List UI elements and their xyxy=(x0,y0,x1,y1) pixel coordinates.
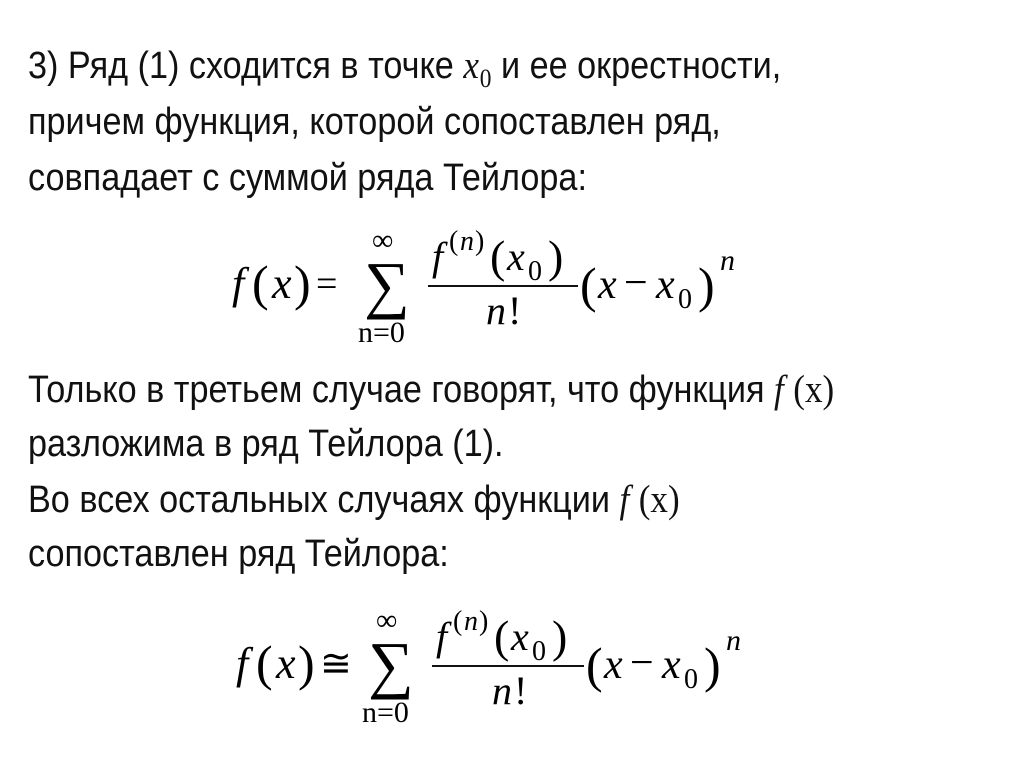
formula2-rparen: ) xyxy=(298,635,315,691)
formula2-num-arg-close: ) xyxy=(552,611,568,662)
formula1-num-exp-close: ) xyxy=(475,226,485,257)
text-line-3 xyxy=(28,156,587,200)
formula2-sigma: ∑ xyxy=(368,629,414,700)
text-line-6 xyxy=(28,478,680,522)
formula2-x: x xyxy=(276,639,296,688)
formula2-factor-sub: 0 xyxy=(684,664,698,695)
formula2-num-exp-open: ( xyxy=(453,606,463,637)
taylor-series-formula-equals xyxy=(0,214,1024,364)
formula1-num-arg-x: x xyxy=(507,234,525,279)
formula2-factor-close: ) xyxy=(704,637,721,693)
text-line-4 xyxy=(28,368,834,412)
formula1-factor-sub: 0 xyxy=(678,284,692,315)
formula1-num-arg-close: ) xyxy=(548,231,564,282)
formula2-factor-x: x xyxy=(604,642,623,688)
formula1-num-arg-open: ( xyxy=(490,231,506,282)
formula2-num-arg-open: ( xyxy=(494,611,510,662)
formula1-den-bang: ! xyxy=(508,288,522,333)
formula1-sigma: ∑ xyxy=(364,249,410,320)
line4-arg: (x) xyxy=(793,368,835,411)
formula1-factor-minus: − xyxy=(624,260,648,306)
formula2-num-exp-n: n xyxy=(464,606,478,637)
line7-text: сопоставлен ряд Тейлора: xyxy=(28,533,449,575)
formula2-num-arg-sub: 0 xyxy=(532,636,546,667)
formula1-factor-x0: x xyxy=(656,262,675,308)
text-line-5 xyxy=(28,422,504,466)
formula1-power-n: n xyxy=(720,244,735,277)
line4-pre: Только в третьем случае говорят, что функция xyxy=(28,369,775,411)
formula2-power-n: n xyxy=(726,624,741,657)
line4-f: f xyxy=(774,368,784,411)
formula1-factor-open: ( xyxy=(580,257,597,313)
formula1-den-n: n xyxy=(486,288,506,333)
formula1-factor-x: x xyxy=(598,262,617,308)
formula1-x: x xyxy=(272,259,292,308)
formula1-rparen: ) xyxy=(294,255,311,311)
formula1-f: f xyxy=(232,259,245,308)
text-line-1 xyxy=(28,44,781,92)
formula1-num-f: f xyxy=(432,234,444,279)
formula1-upper-infinity: ∞ xyxy=(372,224,394,257)
line2-text: причем функция, которой сопоставлен ряд, xyxy=(28,101,721,143)
line5-text: разложима в ряд Тейлора (1). xyxy=(28,423,504,465)
text-line-7 xyxy=(28,532,449,576)
line6-pre: Во всех остальных случаях функции xyxy=(28,479,620,521)
formula2-f: f xyxy=(236,639,249,688)
formula2-num-f: f xyxy=(436,614,448,659)
formula2-upper-infinity: ∞ xyxy=(376,604,398,637)
line6-arg: (x) xyxy=(638,478,680,521)
formula2-lower-limit: n=0 xyxy=(362,696,409,729)
line1-post: и ее окрестности, xyxy=(491,45,782,87)
line3-text: совпадает с суммой ряда Тейлора: xyxy=(28,157,587,199)
formula1-lparen: ( xyxy=(252,255,269,311)
formula1-factor-close: ) xyxy=(698,257,715,313)
formula2-num-exp-close: ) xyxy=(479,606,489,637)
taylor-series-formula-approx xyxy=(0,594,1024,744)
formula2-factor-minus: − xyxy=(630,640,654,686)
formula1-relation: = xyxy=(316,263,338,305)
text-line-2 xyxy=(28,100,721,144)
line1-pre: 3) Ряд (1) сходится в точке xyxy=(28,45,464,87)
line1-var-x: x xyxy=(463,44,479,87)
formula2-factor-x0: x xyxy=(662,642,681,688)
line1-subscript: 0 xyxy=(479,64,492,93)
formula1-num-exp-open: ( xyxy=(449,226,459,257)
formula1-num-exp-n: n xyxy=(460,226,474,257)
formula2-lparen: ( xyxy=(256,635,273,691)
formula2-num-arg-x: x xyxy=(511,614,529,659)
formula1-num-arg-sub: 0 xyxy=(528,256,542,287)
formula2-factor-open: ( xyxy=(586,637,603,693)
line6-f: f xyxy=(619,478,630,521)
formula2-den-bang: ! xyxy=(514,668,528,713)
formula2-den-n: n xyxy=(492,668,512,713)
formula2-relation: ≅ xyxy=(320,643,352,685)
formula1-lower-limit: n=0 xyxy=(358,316,405,349)
